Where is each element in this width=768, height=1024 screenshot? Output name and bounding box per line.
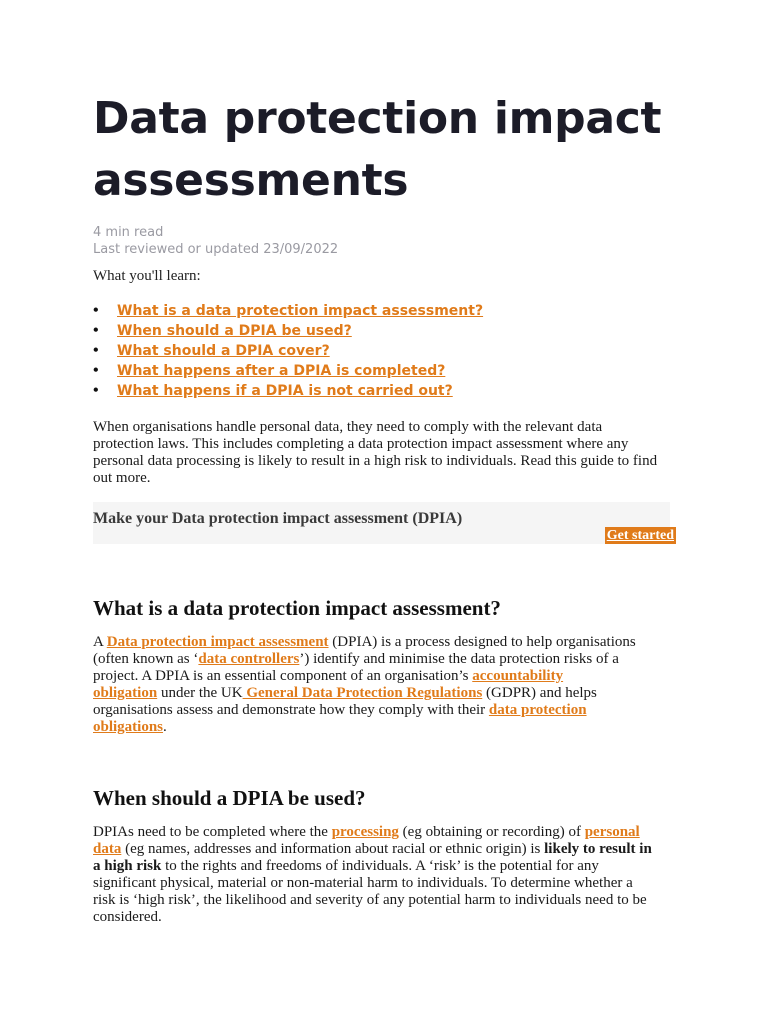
toc-item: [93, 341, 483, 361]
bullet-icon: •: [93, 322, 99, 339]
text: risk is ‘high risk’, the likelihood and severity of any potential harm to individuals need to be: [93, 892, 647, 908]
intro-paragraph: [93, 419, 683, 487]
bullet-icon: •: [93, 382, 99, 399]
toc-item: [93, 381, 483, 401]
processing-link[interactable]: processing: [331, 824, 399, 840]
page-title: Data protection impact assessments: [93, 93, 662, 206]
text: (eg obtaining or recording) of: [398, 824, 585, 840]
text: under the UK: [157, 685, 243, 701]
bold-text: likely to result in: [544, 841, 652, 857]
text: DPIAs need to be completed where the: [93, 824, 332, 840]
intro-line: When organisations handle personal data, they need to comply with the relevant data: [93, 419, 603, 435]
obligations-link[interactable]: data protection: [488, 702, 587, 718]
bullet-icon: •: [93, 362, 99, 379]
section-paragraph: [93, 634, 683, 736]
toc-link[interactable]: What happens after a DPIA is completed?: [117, 363, 446, 379]
cta-title: Make your Data protection impact assessment (DPIA): [93, 510, 463, 527]
text: (GDPR) and helps: [482, 685, 597, 701]
personal-data-link[interactable]: personal: [584, 824, 640, 840]
get-started-button[interactable]: Get started: [606, 528, 674, 543]
bullet-icon: •: [93, 342, 99, 359]
text: A: [93, 634, 107, 650]
learn-label: What you'll learn:: [93, 268, 201, 284]
text: to the rights and freedoms of individuals. A ‘risk’ is the potential for any: [161, 858, 599, 874]
text: organisations assess and demonstrate how they comply with their: [93, 702, 489, 718]
text: .: [163, 719, 167, 735]
accountability-link[interactable]: obligation: [93, 685, 158, 701]
toc-item: [93, 301, 484, 321]
text: ’) identify and minimise the data protection risks of a: [299, 651, 619, 667]
accountability-link[interactable]: accountability: [472, 668, 564, 684]
read-time: 4 min read: [93, 225, 164, 240]
toc-link[interactable]: What happens if a DPIA is not carried out?: [117, 383, 453, 399]
text: (often known as ‘: [93, 651, 199, 667]
personal-data-link[interactable]: data: [93, 841, 122, 857]
gdpr-link[interactable]: General Data Protection Regulations: [242, 685, 483, 701]
toc-link[interactable]: What should a DPIA cover?: [117, 343, 330, 359]
toc-link[interactable]: When should a DPIA be used?: [117, 323, 352, 339]
toc-link[interactable]: What is a data protection impact assessment?: [117, 303, 484, 319]
text: (eg names, addresses and information about racial or ethnic origin) is: [121, 841, 545, 857]
cta-box: [93, 502, 674, 544]
last-updated: Last reviewed or updated 23/09/2022: [93, 242, 339, 257]
intro-line: personal data processing is likely to result in a high risk to individuals. Read this guide to find: [93, 453, 658, 469]
section-paragraph: [93, 824, 683, 926]
text: (DPIA) is a process designed to help organisations: [328, 634, 636, 650]
section-heading: When should a DPIA be used?: [93, 786, 366, 810]
dpia-link[interactable]: Data protection impact assessment: [106, 634, 329, 650]
text: considered.: [93, 909, 162, 925]
toc-item: [93, 361, 483, 381]
data-controllers-link[interactable]: data controllers: [198, 651, 300, 667]
text: project. A DPIA is an essential component of an organisation’s: [93, 668, 473, 684]
table-of-contents: [93, 301, 484, 401]
intro-line: out more.: [93, 470, 151, 486]
obligations-link[interactable]: obligations: [93, 719, 164, 735]
intro-line: protection laws. This includes completing a data protection impact assessment where any: [93, 436, 629, 452]
toc-item: [93, 321, 483, 341]
bullet-icon: •: [93, 302, 99, 319]
text: significant physical, material or non-material harm to individuals. To determine whether a: [93, 875, 633, 891]
bold-text: a high risk: [93, 858, 162, 874]
section-heading: What is a data protection impact assessment?: [93, 596, 501, 620]
